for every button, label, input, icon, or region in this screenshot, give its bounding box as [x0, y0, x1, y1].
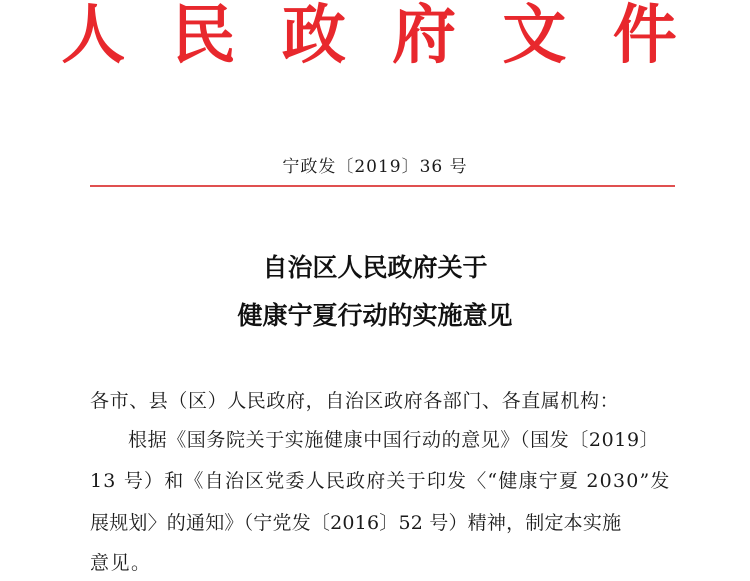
salutation: 各市、县（区）人民政府，自治区政府各部门、各直属机构：: [90, 390, 620, 412]
body-paragraph-line: 13 号）和《自治区党委人民政府关于印发〈“健康宁夏 2030”发: [90, 470, 671, 492]
document-number: 宁政发〔2019〕36 号: [282, 157, 468, 177]
document-title-line-2: 健康宁夏行动的实施意见: [237, 301, 513, 330]
red-divider-line: [90, 185, 675, 187]
document-title-line-1: 自治区人民政府关于: [262, 253, 488, 282]
body-paragraph-line: 展规划〉的通知》（宁党发〔2016〕52 号）精神，制定本实施: [90, 512, 622, 534]
masthead-title: 人 民 政 府 文 件: [61, 0, 689, 73]
body-paragraph-line: 意见。: [90, 552, 152, 574]
body-paragraph-line: 根据《国务院关于实施健康中国行动的意见》（国发〔2019〕: [128, 429, 660, 451]
